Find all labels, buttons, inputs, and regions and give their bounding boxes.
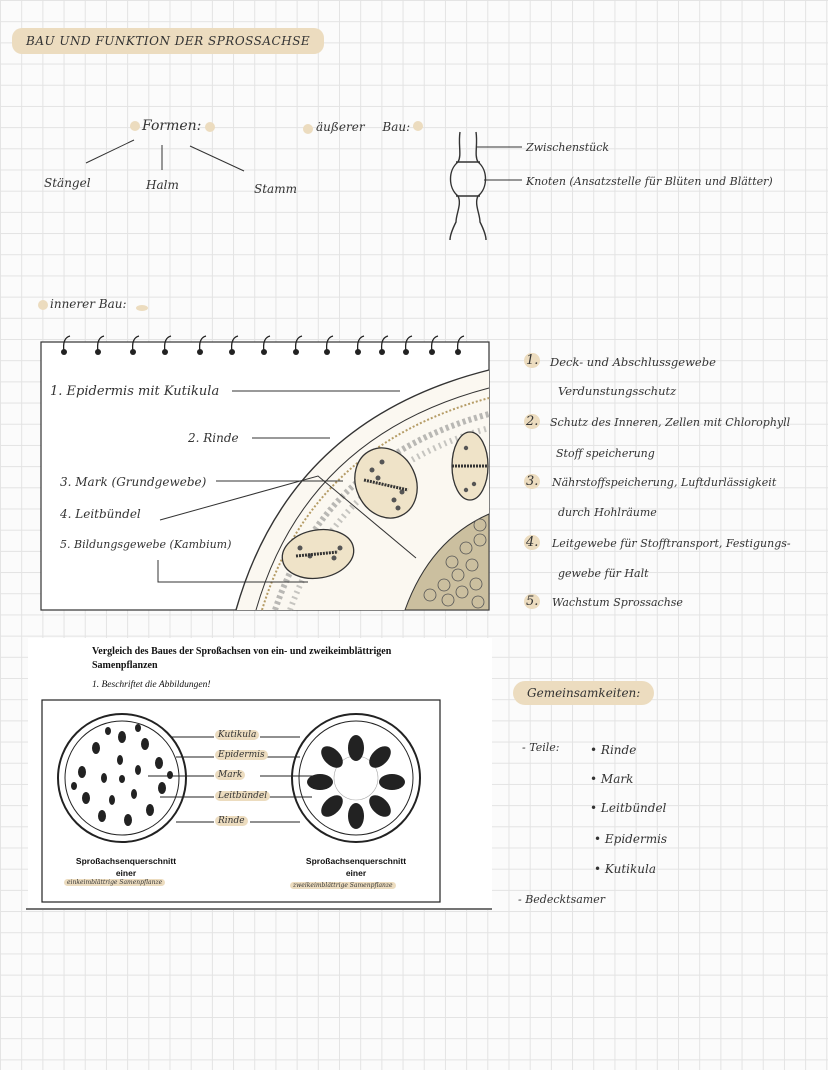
teile-item-rinde: • Rinde — [590, 743, 637, 757]
label-knoten: Knoten (Ansatzstelle für Blüten und Blätter) — [526, 175, 773, 188]
worksheet-label-kutikula: Kutikula — [215, 730, 259, 740]
stem-diagram — [450, 132, 486, 240]
function-item-5-line1: Wachstum Sprossachse — [552, 596, 683, 609]
worksheet-label-rinde: Rinde — [215, 816, 248, 826]
function-item-1-num: 1. — [526, 353, 539, 368]
teile-item-leitbuendel: • Leitbündel — [590, 801, 667, 815]
function-item-3-num: 3. — [526, 474, 539, 489]
function-item-2-line1: Schutz des Inneren, Zellen mit Chlorophyll — [550, 416, 791, 429]
left-caption-line2: einer — [115, 868, 137, 878]
function-item-3-line1: Nährstoffspeicherung, Luftdurlässigkeit — [552, 476, 777, 489]
right-caption-line1: Sproßachsenquerschnitt — [305, 856, 407, 866]
function-item-1-line2: Verdunstungsschutz — [558, 384, 677, 398]
worksheet-label-mark: Mark — [215, 770, 245, 780]
formen-item-halm: Halm — [146, 178, 179, 192]
function-item-4-line1: Leitgewebe für Stofftransport, Festigungs- — [552, 537, 791, 550]
teile-item-kutikula: • Kutikula — [594, 862, 656, 876]
figure-label-leitbuendel: 4. Leitbündel — [60, 507, 141, 521]
figure-label-rinde: 2. Rinde — [188, 431, 239, 445]
figure-label-epidermis: 1. Epidermis mit Kutikula — [50, 384, 220, 399]
worksheet-title-line1: Vergleich des Baues der Sproßachsen von ein- und zweikeimblättrigen — [92, 646, 392, 657]
label-zwischenstueck: Zwischenstück — [526, 141, 610, 154]
right-caption-fill: zweikeimblättrige Samenpflanze — [290, 882, 396, 889]
gemeinsamkeiten-heading: Gemeinsamkeiten: — [513, 681, 654, 705]
function-item-5-num: 5. — [526, 594, 539, 609]
function-item-1-line1: Deck- und Abschlussgewebe — [550, 355, 716, 369]
worksheet-label-leitbuendel: Leitbündel — [215, 791, 270, 801]
function-item-3-line2: durch Hohlräume — [558, 506, 657, 519]
worksheet-title-line2: Samenpflanzen — [92, 660, 158, 671]
aeusserer-bau-heading: äußerer Bau: — [316, 120, 411, 134]
left-caption-line1: Sproßachsenquerschnitt — [75, 856, 177, 866]
teile-item-epidermis: • Epidermis — [594, 832, 668, 846]
worksheet-label-epidermis: Epidermis — [215, 750, 268, 760]
function-item-2-num: 2. — [526, 414, 539, 429]
formen-item-stamm: Stamm — [254, 182, 297, 196]
innerer-bau-heading: innerer Bau: — [50, 297, 127, 311]
figure-label-mark: 3. Mark (Grundgewebe) — [60, 475, 207, 489]
right-caption-line2: einer — [345, 868, 367, 878]
formen-heading: Formen: — [142, 118, 202, 134]
function-item-4-num: 4. — [526, 535, 539, 550]
bedecktsamer-label: - Bedecktsamer — [518, 893, 606, 906]
teile-item-mark: • Mark — [590, 772, 634, 786]
page-title: BAU UND FUNKTION DER SPROSSACHSE — [12, 28, 324, 54]
function-item-4-line2: gewebe für Halt — [558, 567, 649, 580]
function-item-2-line2: Stoff speicherung — [556, 447, 655, 460]
teile-label: - Teile: — [522, 741, 560, 754]
formen-item-staengel: Stängel — [44, 176, 91, 190]
figure-label-kambium: 5. Bildungsgewebe (Kambium) — [60, 538, 232, 551]
left-caption-fill: einkeimblättrige Samenpflanze — [64, 879, 165, 886]
worksheet-task: 1. Beschriftet die Abbildungen! — [92, 680, 211, 690]
